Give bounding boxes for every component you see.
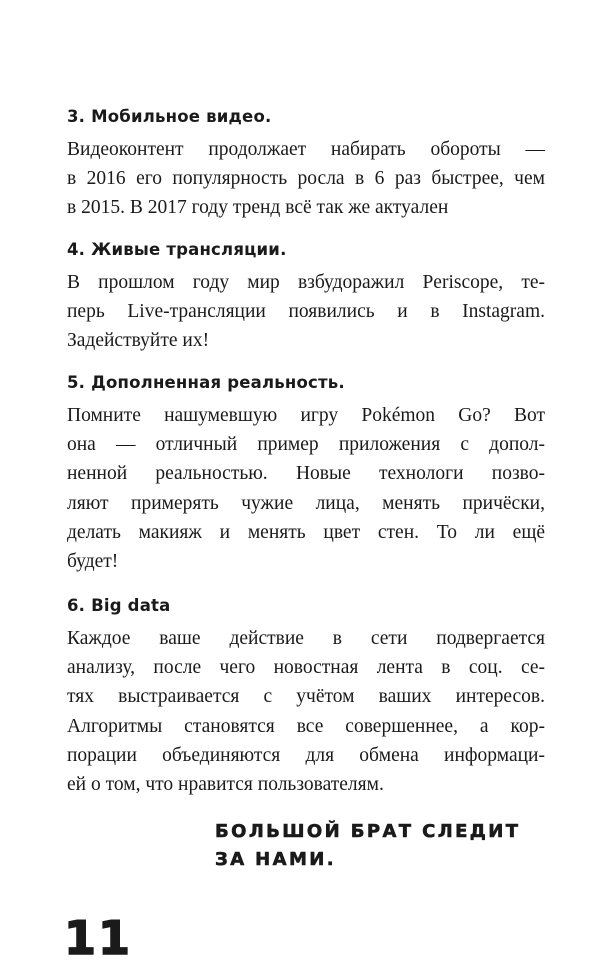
paragraph-line: порации объединяются для обмена информаци- [67, 744, 545, 766]
paragraph-line: В прошлом году мир взбудоражил Periscope, те- [67, 272, 545, 293]
paragraph-line: анализу, после чего новостная лента в соц. се- [67, 657, 545, 679]
paragraph-line: будет! [67, 551, 119, 573]
paragraph-line: в 2016 его популярность росла в 6 раз быстрее, чем [67, 168, 545, 190]
paragraph-line: ляют примерять чужие лица, менять причёски, [67, 492, 545, 514]
paragraph-line: Помните нашумевшую игру Pokémon Go? Вот [67, 405, 545, 426]
paragraph-line: Каждое ваше действие в сети подвергается [67, 628, 545, 649]
callout-line: ЗА НАМИ. [215, 849, 336, 870]
section-heading: 5. Дополненная реальность. [67, 373, 345, 392]
page-number: 11 [64, 911, 133, 965]
paragraph-line: Видеоконтент продолжает набирать обороты — [67, 139, 545, 160]
paragraph-line: Задействуйте их! [67, 330, 210, 352]
paragraph-line: ей о том, что нравится пользователям. [67, 774, 384, 796]
paragraph-line: тях выстраивается с учётом ваших интересов. [67, 686, 545, 708]
section-augmented-reality [67, 371, 545, 576]
paragraph-line: она — отличный пример приложения с допол- [67, 434, 545, 456]
paragraph-line: Алгоритмы становятся все совершеннее, а кор- [67, 715, 545, 737]
paragraph-line: делать макияж и менять цвет стен. То ли ещё [67, 521, 545, 543]
section-big-data [67, 594, 545, 799]
callout-text [215, 818, 520, 874]
section-heading: 6. Big data [67, 596, 171, 615]
section-heading: 4. Живые трансляции. [67, 240, 287, 259]
section-heading: 3. Мобильное видео. [67, 107, 272, 126]
paragraph-line: в 2015. В 2017 году тренд всё так же актуален [67, 197, 449, 219]
paragraph-line: перь Live-трансляции появились и в Instagram. [67, 301, 545, 323]
section-live-streams [67, 238, 545, 356]
callout-line: БОЛЬШОЙ БРАТ СЛЕДИТ [215, 821, 521, 842]
paragraph-line: ненной реальностью. Новые технологи позво- [67, 463, 545, 485]
section-mobile-video [67, 105, 545, 223]
